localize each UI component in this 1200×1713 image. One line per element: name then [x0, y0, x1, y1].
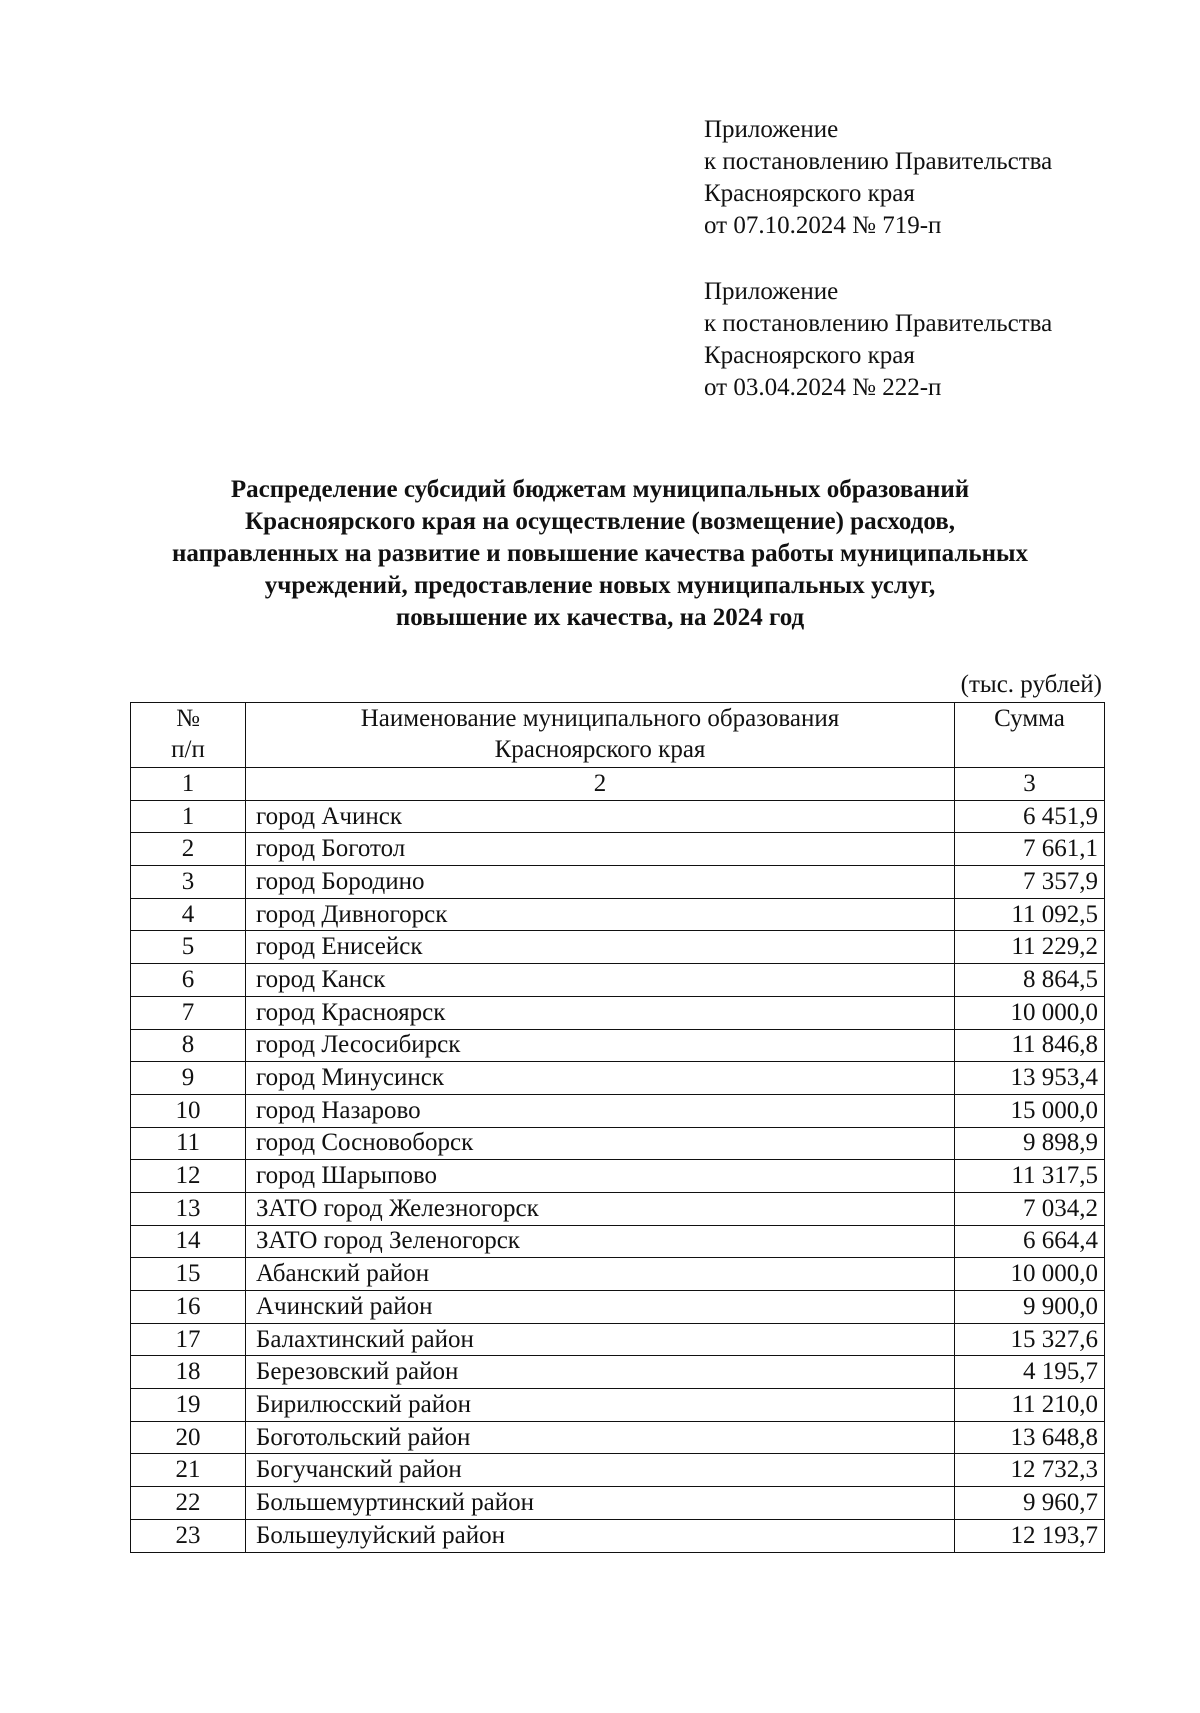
municipality-name: Боготольский район — [246, 1421, 955, 1454]
municipality-name: ЗАТО город Железногорск — [246, 1192, 955, 1225]
table-row — [131, 833, 1105, 866]
table-row — [131, 1519, 1105, 1552]
column-number: 1 — [131, 768, 246, 801]
column-number: 3 — [955, 768, 1105, 801]
subsidy-sum: 11 210,0 — [955, 1389, 1105, 1422]
subsidy-sum: 11 317,5 — [955, 1160, 1105, 1193]
column-number: 2 — [246, 768, 955, 801]
header-name-line: Красноярского края — [494, 736, 706, 763]
row-number: 21 — [131, 1454, 246, 1487]
row-number: 8 — [131, 1029, 246, 1062]
row-number: 3 — [131, 866, 246, 899]
table-row — [131, 1225, 1105, 1258]
appendix-date-number: от 03.04.2024 № 222-п — [704, 374, 942, 401]
municipality-name: город Ачинск — [246, 800, 955, 833]
table-row — [131, 800, 1105, 833]
subsidy-sum: 9 898,9 — [955, 1127, 1105, 1160]
subsidy-sum: 11 229,2 — [955, 931, 1105, 964]
municipality-name: ЗАТО город Зеленогорск — [246, 1225, 955, 1258]
subsidy-sum: 11 092,5 — [955, 898, 1105, 931]
table-row — [131, 1421, 1105, 1454]
subsidy-sum: 6 664,4 — [955, 1225, 1105, 1258]
municipality-name: город Лесосибирск — [246, 1029, 955, 1062]
appendix-date-number: от 07.10.2024 № 719-п — [704, 212, 942, 239]
table-row — [131, 964, 1105, 997]
subsidy-sum: 7 357,9 — [955, 866, 1105, 899]
table-row — [131, 1192, 1105, 1225]
subsidy-distribution-table — [130, 702, 1105, 1553]
subsidy-sum: 10 000,0 — [955, 996, 1105, 1029]
appendix-decree-line: к постановлению Правительства — [704, 148, 1053, 175]
municipality-name: Балахтинский район — [246, 1323, 955, 1356]
row-number: 16 — [131, 1291, 246, 1324]
row-number: 6 — [131, 964, 246, 997]
appendix-label: Приложение — [704, 116, 839, 143]
subsidy-sum: 13 648,8 — [955, 1421, 1105, 1454]
municipality-name: город Боготол — [246, 833, 955, 866]
table-row — [131, 1389, 1105, 1422]
appendix-current-reference — [704, 114, 1052, 242]
title-line: направленных на развитие и повышение качества работы муниципальных — [172, 540, 1028, 567]
appendix-region-line: Красноярского края — [704, 180, 915, 207]
subsidy-sum: 8 864,5 — [955, 964, 1105, 997]
subsidy-sum: 13 953,4 — [955, 1062, 1105, 1095]
row-number: 5 — [131, 931, 246, 964]
row-number: 17 — [131, 1323, 246, 1356]
municipality-name: город Шарыпово — [246, 1160, 955, 1193]
appendix-decree-line: к постановлению Правительства — [704, 310, 1053, 337]
municipality-name: город Назарово — [246, 1094, 955, 1127]
table-row — [131, 1487, 1105, 1520]
header-number-abbrev: п/п — [171, 736, 205, 763]
municipality-name: город Бородино — [246, 866, 955, 899]
row-number: 11 — [131, 1127, 246, 1160]
subsidy-sum: 12 193,7 — [955, 1519, 1105, 1552]
subsidy-sum: 11 846,8 — [955, 1029, 1105, 1062]
table-row — [131, 898, 1105, 931]
row-number: 22 — [131, 1487, 246, 1520]
municipality-name: город Енисейск — [246, 931, 955, 964]
table-row — [131, 996, 1105, 1029]
municipality-name: город Канск — [246, 964, 955, 997]
table-row — [131, 1356, 1105, 1389]
units-note: (тыс. рублей) — [960, 671, 1102, 698]
municipality-name: Березовский район — [246, 1356, 955, 1389]
subsidy-sum: 15 000,0 — [955, 1094, 1105, 1127]
table-row — [131, 931, 1105, 964]
column-numbers-row — [131, 768, 1105, 801]
subsidy-sum: 12 732,3 — [955, 1454, 1105, 1487]
row-number: 2 — [131, 833, 246, 866]
table-header-row — [131, 703, 1105, 768]
municipality-name: Ачинский район — [246, 1291, 955, 1324]
table-row — [131, 866, 1105, 899]
appendix-previous-reference — [704, 276, 1052, 404]
header-number-sign: № — [176, 705, 200, 732]
header-sum: Сумма — [955, 703, 1105, 768]
municipality-name: город Минусинск — [246, 1062, 955, 1095]
subsidy-sum: 7 661,1 — [955, 833, 1105, 866]
appendix-label: Приложение — [704, 278, 839, 305]
header-number — [131, 703, 246, 768]
row-number: 1 — [131, 800, 246, 833]
row-number: 7 — [131, 996, 246, 1029]
subsidy-sum: 9 960,7 — [955, 1487, 1105, 1520]
row-number: 20 — [131, 1421, 246, 1454]
table-row — [131, 1029, 1105, 1062]
municipality-name: Абанский район — [246, 1258, 955, 1291]
title-line: учреждений, предоставление новых муниципальных услуг, — [264, 572, 936, 599]
title-line: Распределение субсидий бюджетам муниципальных образований — [230, 476, 970, 503]
row-number: 19 — [131, 1389, 246, 1422]
municipality-name: город Сосновоборск — [246, 1127, 955, 1160]
title-line: Красноярского края на осуществление (возмещение) расходов, — [245, 508, 955, 535]
municipality-name: Большемуртинский район — [246, 1487, 955, 1520]
row-number: 15 — [131, 1258, 246, 1291]
header-municipality-name — [246, 703, 955, 768]
document-title — [100, 474, 1100, 634]
subsidy-sum: 4 195,7 — [955, 1356, 1105, 1389]
header-name-line: Наименование муниципального образования — [360, 705, 840, 732]
table-row — [131, 1094, 1105, 1127]
appendix-region-line: Красноярского края — [704, 342, 915, 369]
row-number: 4 — [131, 898, 246, 931]
row-number: 12 — [131, 1160, 246, 1193]
row-number: 10 — [131, 1094, 246, 1127]
table-row — [131, 1062, 1105, 1095]
municipality-name: Большеулуйский район — [246, 1519, 955, 1552]
municipality-name: город Красноярск — [246, 996, 955, 1029]
row-number: 23 — [131, 1519, 246, 1552]
title-line: повышение их качества, на 2024 год — [395, 604, 805, 631]
table-row — [131, 1258, 1105, 1291]
row-number: 14 — [131, 1225, 246, 1258]
row-number: 18 — [131, 1356, 246, 1389]
subsidy-sum: 10 000,0 — [955, 1258, 1105, 1291]
table-row — [131, 1127, 1105, 1160]
subsidy-sum: 7 034,2 — [955, 1192, 1105, 1225]
table-row — [131, 1323, 1105, 1356]
row-number: 13 — [131, 1192, 246, 1225]
subsidy-sum: 15 327,6 — [955, 1323, 1105, 1356]
municipality-name: Бирилюсский район — [246, 1389, 955, 1422]
table-row — [131, 1291, 1105, 1324]
row-number: 9 — [131, 1062, 246, 1095]
table-row — [131, 1454, 1105, 1487]
municipality-name: Богучанский район — [246, 1454, 955, 1487]
subsidy-sum: 6 451,9 — [955, 800, 1105, 833]
subsidy-sum: 9 900,0 — [955, 1291, 1105, 1324]
municipality-name: город Дивногорск — [246, 898, 955, 931]
table-row — [131, 1160, 1105, 1193]
